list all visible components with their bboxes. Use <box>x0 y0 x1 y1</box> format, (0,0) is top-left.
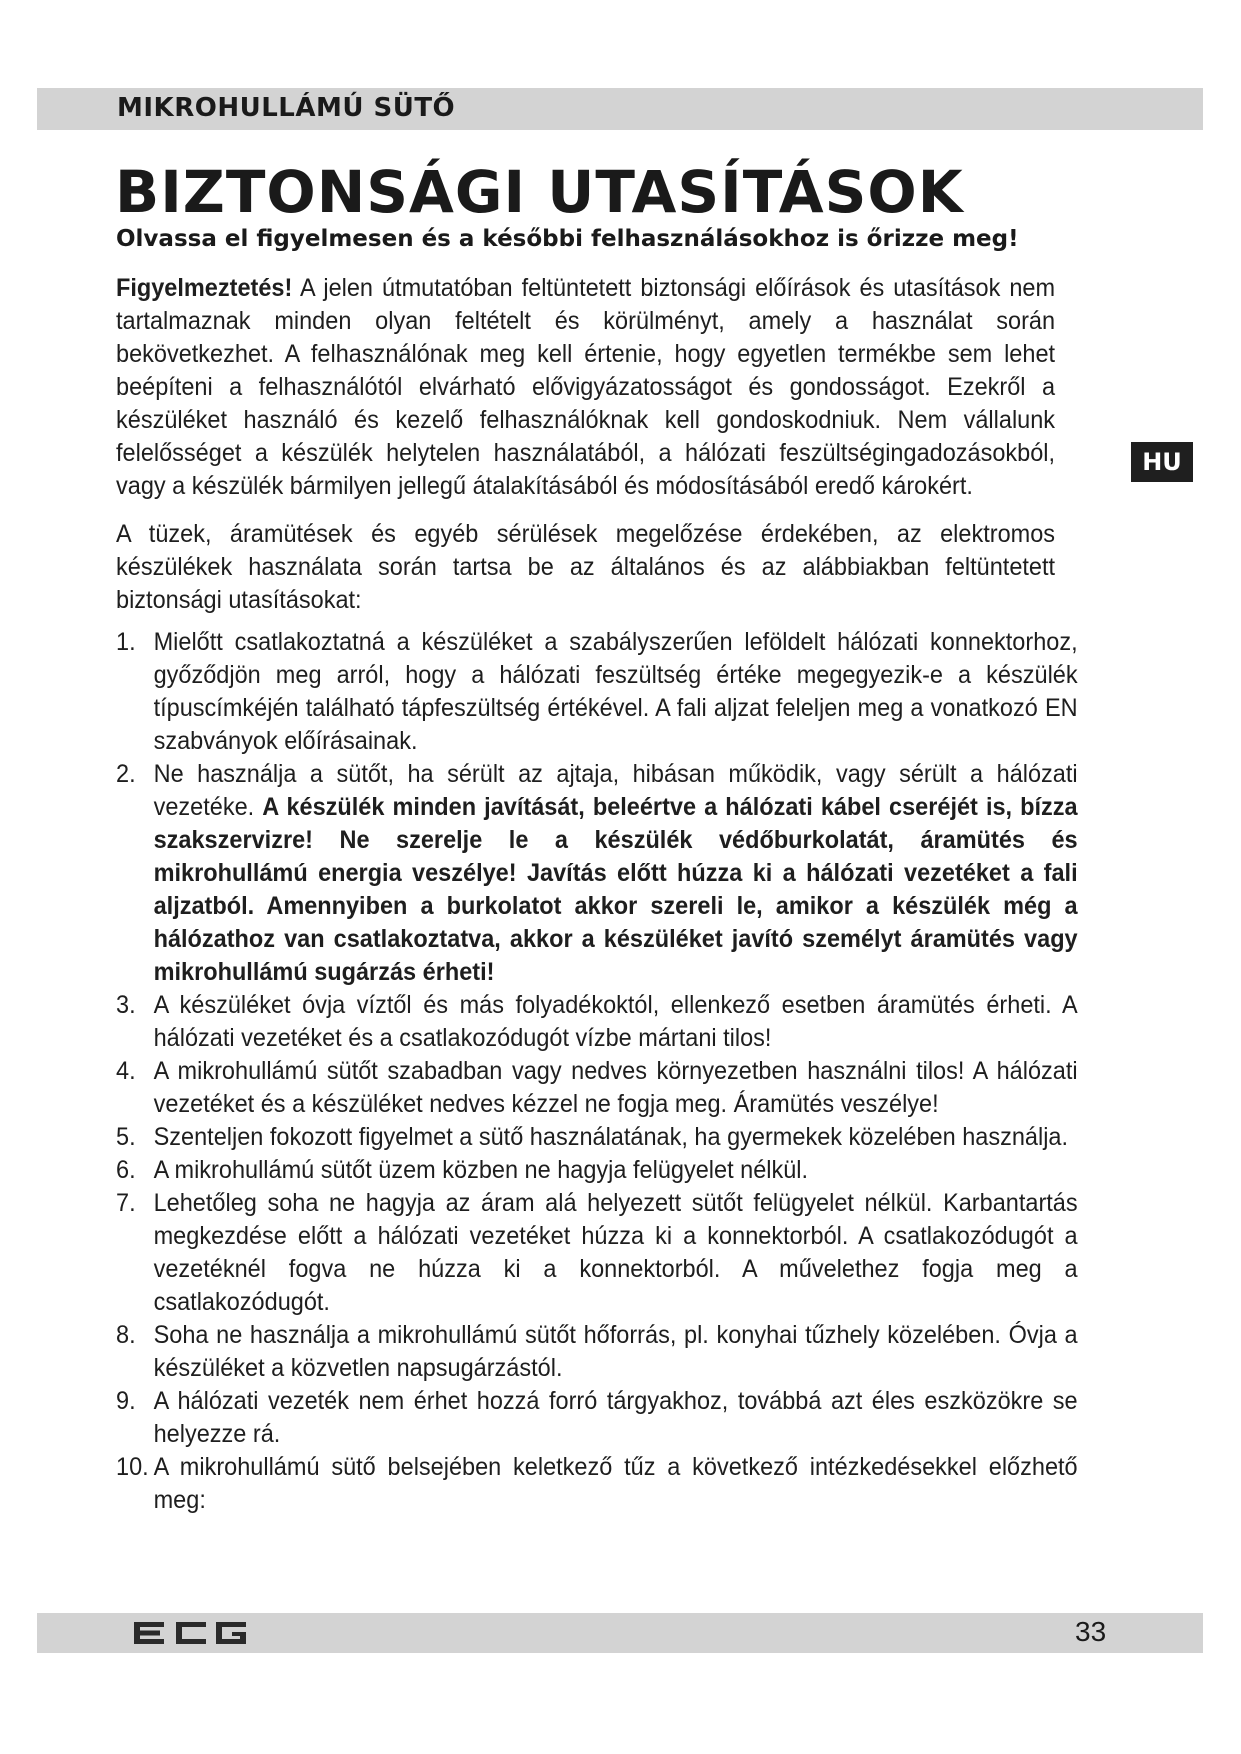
list-number: 1. <box>116 628 136 656</box>
list-text: A készüléket óvja víztől és más folyadékoktól, ellenkező esetben áramütés érheti. A hálózati vezetéket és a csatlakozódugót vízbe mártani tilos! <box>153 991 1078 1052</box>
list-text: A mikrohullámú sütő belsejében keletkező tűz a következő intézkedésekkel előzhető meg: <box>153 1453 1078 1514</box>
ecg-logo <box>130 1620 248 1646</box>
list-number: 2. <box>116 760 136 788</box>
list-item <box>116 1154 1078 1187</box>
safety-instructions-list <box>116 626 1078 1517</box>
intro-paragraph: A tüzek, áramütések és egyéb sérülések megelőzése érdekében, az elektromos készülékek használata során tartsa be az általános és az alábbiakban feltüntetett biztonsági utasításokat: <box>116 520 1056 614</box>
list-item <box>116 1319 1078 1385</box>
ecg-logo-mark <box>134 1622 246 1644</box>
section-title: MIKROHULLÁMÚ SÜTŐ <box>117 93 456 123</box>
list-number: 8. <box>116 1321 136 1349</box>
list-item <box>116 1055 1078 1121</box>
warning-paragraph <box>116 272 1055 503</box>
page-title: BIZTONSÁGI UTASÍTÁSOK <box>115 158 964 226</box>
list-item <box>116 1385 1078 1451</box>
list-number: 4. <box>116 1057 136 1085</box>
language-tab: HU <box>1131 442 1193 482</box>
list-text: A mikrohullámú sütőt szabadban vagy nedves környezetben használni tilos! A hálózati vezetéket és a készüléket nedves kézzel ne fogja meg. Áramütés veszélye! <box>153 1057 1078 1118</box>
subtitle: Olvassa el figyelmesen és a későbbi felhasználásokhoz is őrizze meg! <box>116 226 1019 252</box>
list-text: Soha ne használja a mikrohullámú sütőt hőforrás, pl. konyhai tűzhely közelében. Óvja a készüléket a közvetlen napsugárzástól. <box>153 1321 1078 1382</box>
list-text: Ne használja a sütőt, ha sérült az ajtaja, hibásan működik, vagy sérült a hálózati vezetéke. <box>153 760 1078 821</box>
warning-text: A jelen útmutatóban feltüntetett biztonsági előírások és utasítások nem tartalmaznak minden olyan feltételt és körülményt, amely a használat során bekövetkezhet. A felhasználónak meg kell értenie, hogy egyetlen termékbe sem lehet beépíteni a felhasználótól elvárható elővigyázatosságot és gondosságot. Ezekről a készüléket használó és kezelő felhasználóknak kell gondoskodniuk. Nem vállalunk felelősséget a készülék helytelen használatából, a hálózati feszültségingadozásokból, vagy a készülék bármilyen jellegű átalakításából és módosításából eredő károkért. <box>116 274 1056 500</box>
list-text-bold: A készülék minden javítását, beleértve a hálózati kábel cseréjét is, bízza szakszervizre! Ne szerelje le a készülék védőburkolatát, áramütés és mikrohullámú energia veszélye! Javítás előtt húzza ki a hálózati vezetéket a fali aljzatból. Amennyiben a burkolatot akkor szereli le, amikor a készülék még a hálózathoz van csatlakoztatva, akkor a készüléket javító személyt áramütés vagy mikrohullámú sugárzás érheti! <box>153 793 1078 986</box>
list-text: A mikrohullámú sütőt üzem közben ne hagyja felügyelet nélkül. <box>153 1156 809 1184</box>
warning-label: Figyelmeztetés! <box>116 274 293 302</box>
list-number: 5. <box>116 1123 136 1151</box>
list-number: 9. <box>116 1387 136 1415</box>
list-item <box>116 626 1078 758</box>
page-number: 33 <box>1075 1616 1107 1647</box>
list-number: 6. <box>116 1156 136 1184</box>
list-number: 3. <box>116 991 136 1019</box>
list-item <box>116 758 1078 989</box>
list-text: Lehetőleg soha ne hagyja az áram alá helyezett sütőt felügyelet nélkül. Karbantartás megkezdése előtt a hálózati vezetéket húzza ki a konnektorból. A csatlakozódugót a vezetéknél fogva ne húzza ki a konnektorból. A művelethez fogja meg a csatlakozódugót. <box>153 1189 1078 1316</box>
list-number: 10. <box>116 1453 149 1481</box>
list-item <box>116 989 1078 1055</box>
list-item <box>116 1451 1078 1517</box>
list-text: Mielőtt csatlakoztatná a készüléket a szabályszerűen leföldelt hálózati konnektorhoz, győződjön meg arról, hogy a hálózati feszültség értéke megegyezik-e a készülék típuscímkéjén található tápfeszültség értékével. A fali aljzat feleljen meg a vonatkozó EN szabványok előírásainak. <box>153 628 1078 755</box>
list-text: Szenteljen fokozott figyelmet a sütő használatának, ha gyermekek közelében használja. <box>153 1123 1069 1151</box>
list-item <box>116 1121 1078 1154</box>
list-text: A hálózati vezeték nem érhet hozzá forró tárgyakhoz, továbbá azt éles eszközökre se helyezze rá. <box>153 1387 1078 1448</box>
list-number: 7. <box>116 1189 136 1217</box>
list-item <box>116 1187 1078 1319</box>
